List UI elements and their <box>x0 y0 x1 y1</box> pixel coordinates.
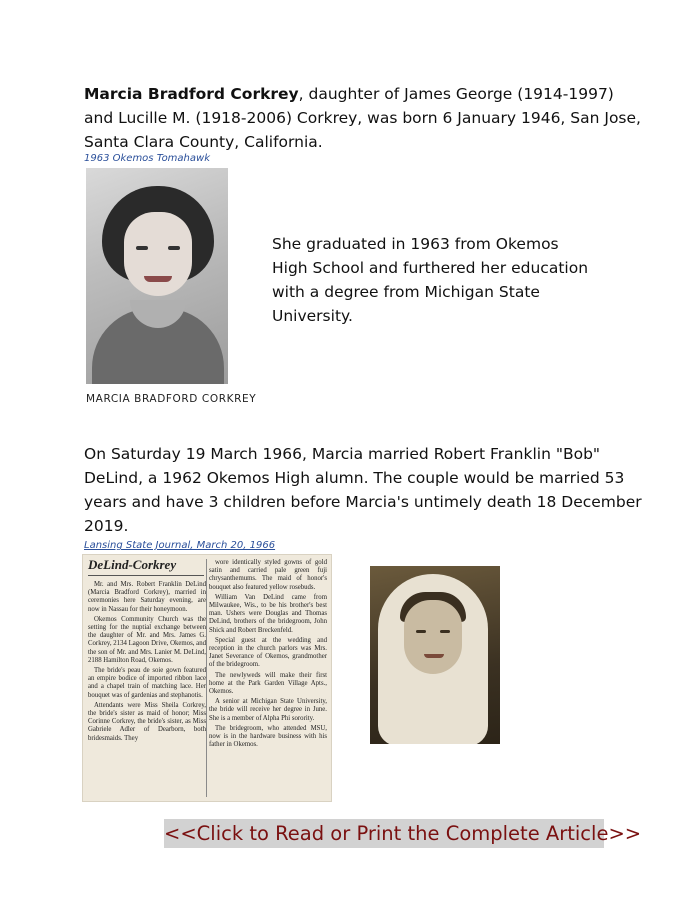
clipping-paragraph: The newlyweds will make their first home at the Park Garden Village Apts., Okemos. <box>209 671 327 696</box>
clipping-paragraph: The bride's peau de soie gown featured an empire bodice of imported ribbon lace and a chapel train of matching lace. Her bouquet was of gardenias and stephanotis. <box>88 667 206 699</box>
clipping-source-link[interactable]: Lansing State Journal, March 20, 1966 <box>84 540 276 551</box>
yearbook-source-link[interactable]: 1963 Okemos Tomahawk <box>84 153 210 164</box>
clipping-right-column <box>209 559 327 751</box>
wedding-paragraph: On Saturday 19 March 1966, Marcia married Robert Franklin "Bob" DeLind, a 1962 Okemos High alumn. The couple would be married 53 years and have 3 children before Marcia's untimely death 18 December 2019. <box>84 445 642 535</box>
clipping-paragraph: A senior at Michigan State University, the bride will receive her degree in June. She is a member of Alpha Phi sorority. <box>209 698 327 722</box>
clipping-paragraph: wore identically styled gowns of gold satin and carried pale green fuji chrysanthemums. The maid of honor's bouquet also featured yellow rosebuds. <box>209 559 327 591</box>
clipping-paragraph: William Van DeLind came from Milwaukee, Wis., to be his brother's best man. Ushers were Douglas and Thomas DeLind, brothers of the bridegroom, John Shick and Robert Breckenfeld. <box>209 593 327 634</box>
intro-paragraph <box>84 82 644 154</box>
clipping-paragraph: Mr. and Mrs. Robert Franklin DeLind (Marcia Bradford Corkrey), married in ceremonies here Saturday evening, are now in Nassau for their honeymoon. <box>88 581 206 613</box>
yearbook-portrait <box>86 168 228 384</box>
subject-name: Marcia Bradford Corkrey <box>84 85 299 103</box>
intro-text: , daughter of James George (1914-1997) and Lucille M. (1918-2006) Corkrey, was born 6 January 1946, San Jose, Santa Clara County, California. <box>84 85 641 151</box>
clipping-headline: DeLind-Corkrey <box>88 557 204 576</box>
yearbook-photo-caption: MARCIA BRADFORD CORKREY <box>86 393 257 405</box>
bridal-portrait <box>370 566 500 744</box>
graduation-paragraph: She graduated in 1963 from Okemos High School and furthered her education with a degree from Michigan State University. <box>272 235 589 325</box>
clipping-paragraph: Attendants were Miss Sheila Corkrey, the bride's sister as maid of honor; Miss Corinne Corkrey, the bride's sister, as Miss Gabriele Adler of Dearborn, both bridesmaids. They <box>88 701 206 742</box>
newspaper-clipping <box>82 554 332 802</box>
column-divider <box>206 559 207 797</box>
clipping-paragraph: Okemos Community Church was the setting for the nuptial exchange between the daughter of Mr. and Mrs. James G. Corkrey, 2134 Lagoon Drive, Okemos, and the son of Mr. and Mrs. Lanier M. DeLind, 2188 Hamilton Road, Okemos. <box>88 615 206 664</box>
clipping-paragraph: Special guest at the wedding and reception in the church parlors was Mrs. Janet Severance of Okemos, grandmother of the bridegroom. <box>209 636 327 669</box>
clipping-left-column <box>88 581 206 745</box>
clipping-paragraph: The bridegroom, who attended MSU, now is in the hardware business with his father in Okemos. <box>209 724 327 749</box>
read-complete-article-button[interactable]: <<Click to Read or Print the Complete Article>> <box>164 819 604 848</box>
